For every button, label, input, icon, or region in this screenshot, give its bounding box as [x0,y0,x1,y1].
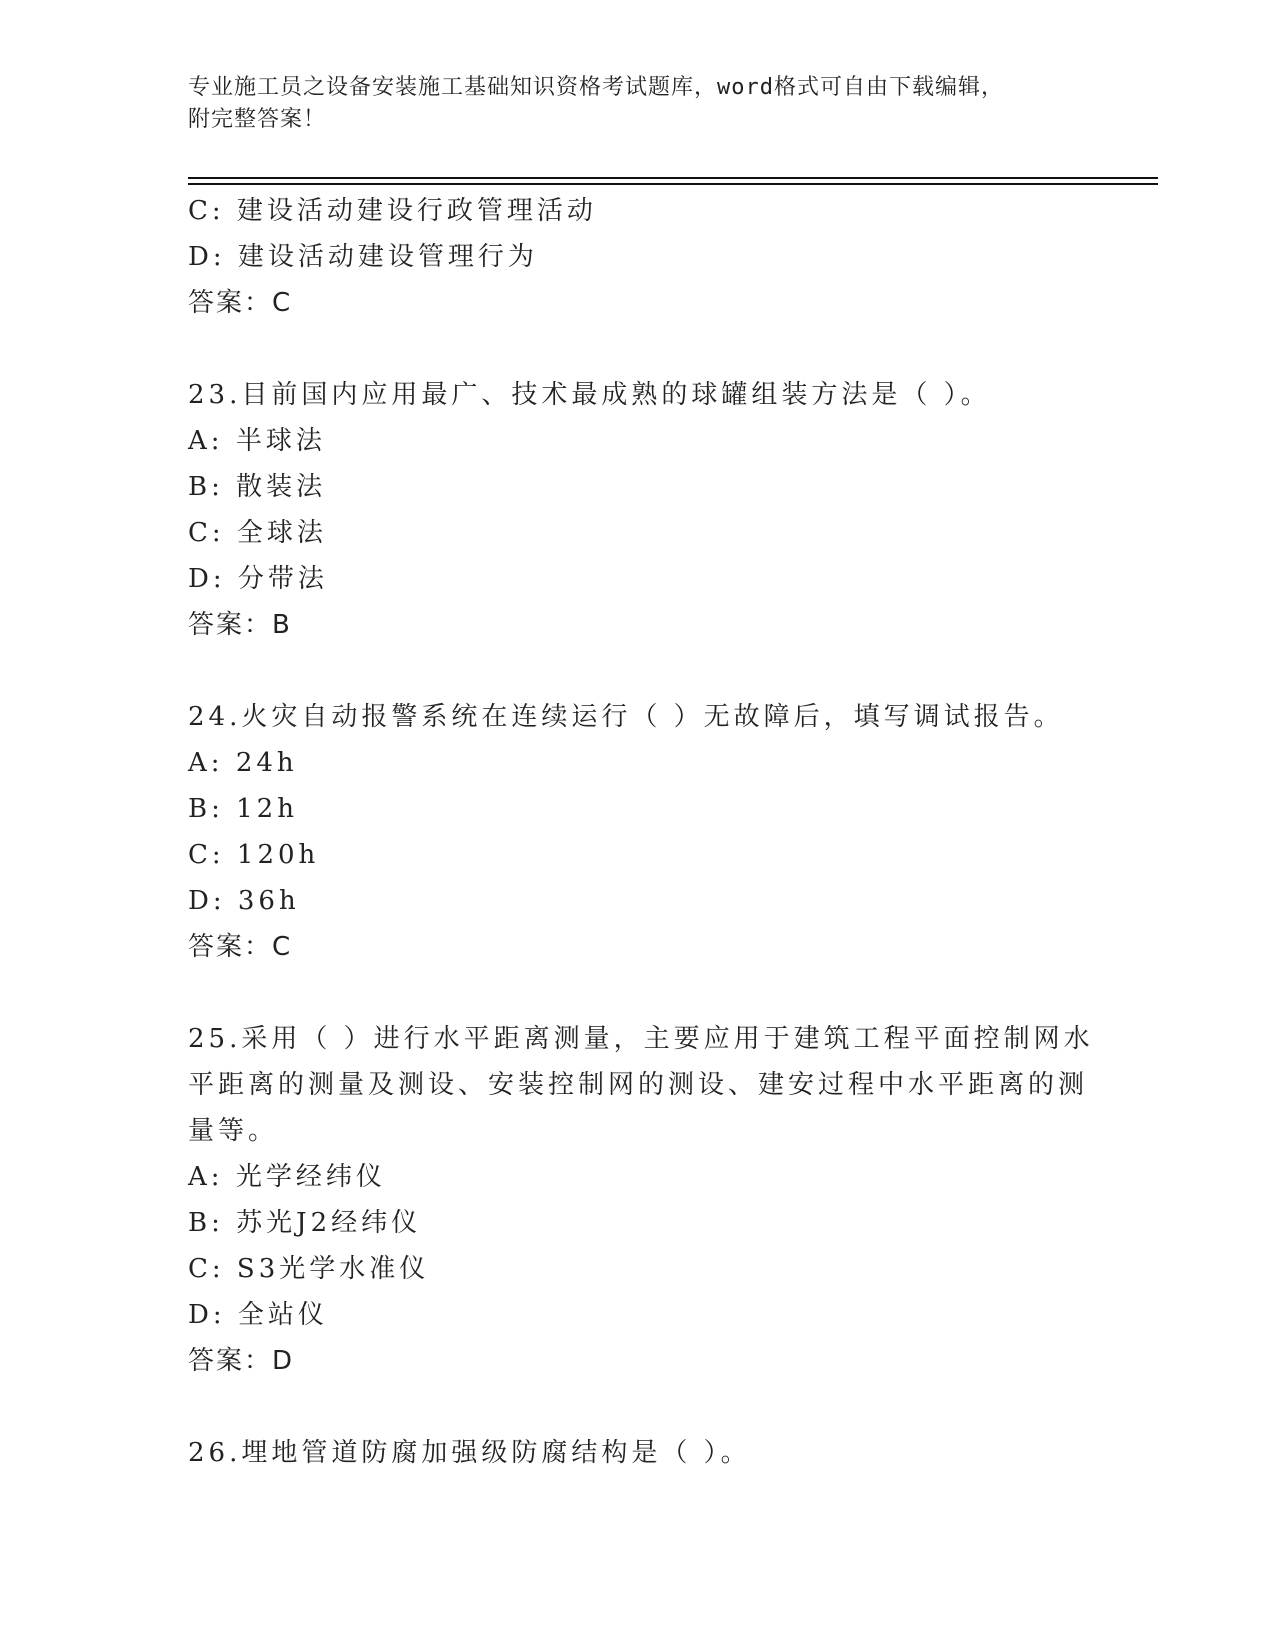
option-letter: B: [188,1208,224,1238]
header-line-2: 附完整答案！ [188,107,327,132]
option-text: 光学经纬仪 [235,1162,386,1192]
option-c [188,510,1068,556]
answer-line: 答案：C [188,932,293,962]
question-stem: 24.火灾自动报警系统在连续运行（ ）无故障后，填写调试报告。 [188,702,1064,732]
option-text: 分带法 [237,564,328,594]
option-d [188,234,1068,280]
option-text: 半球法 [235,426,326,456]
option-text: 12h [236,794,298,824]
option-text: 苏光J2经纬仪 [236,1208,422,1238]
spacer [188,1384,1068,1430]
header-rule-bottom [188,183,1158,185]
document-header [188,72,1068,136]
answer-line: 答案：D [188,1346,295,1376]
question-stem-line-3: 量等。 [188,1116,279,1146]
option-d [188,556,1068,602]
option-c [188,188,1068,234]
header-line-1: 专业施工员之设备安装施工基础知识资格考试题库，word格式可自由下载编辑， [188,75,1004,100]
option-b [188,786,1068,832]
option-letter: D: [188,886,226,916]
header-rule-top [188,177,1158,179]
option-text: 建设活动建设管理行为 [237,242,538,272]
option-letter: B: [188,794,224,824]
option-d [188,878,1068,924]
option-text: 全站仪 [237,1300,328,1330]
option-letter: A: [188,426,224,456]
spacer [188,326,1068,372]
option-a [188,1154,1068,1200]
option-a [188,418,1068,464]
question-stem-line-1: 25.采用（ ）进行水平距离测量，主要应用于建筑工程平面控制网水 [188,1024,1094,1054]
question-stem: 23.目前国内应用最广、技术最成熟的球罐组装方法是（ ）。 [188,380,991,410]
option-d [188,1292,1068,1338]
question-stem-line-2: 平距离的测量及测设、安装控制网的测设、建安过程中水平距离的测 [188,1070,1089,1100]
option-letter: A: [188,1162,224,1192]
option-text: 36h [237,886,300,916]
option-a [188,740,1068,786]
option-c [188,1246,1068,1292]
option-b [188,464,1068,510]
option-b [188,1200,1068,1246]
option-text: 散装法 [236,472,327,502]
answer-line: 答案：C [188,288,293,318]
option-letter: D: [188,242,226,272]
option-text: 建设活动建设行政管理活动 [236,196,597,226]
spacer [188,648,1068,694]
question-stem: 26.埋地管道防腐加强级防腐结构是（ ）。 [188,1438,751,1468]
option-letter: A: [188,748,224,778]
option-text: 全球法 [236,518,327,548]
option-letter: B: [188,472,224,502]
option-text: 24h [235,748,298,778]
option-letter: C: [188,518,225,548]
option-letter: C: [188,1254,225,1284]
option-letter: C: [188,840,225,870]
answer-line: 答案：B [188,610,292,640]
option-letter: D: [188,564,226,594]
option-c [188,832,1068,878]
option-letter: D: [188,1300,226,1330]
spacer [188,970,1068,1016]
question-list [188,188,1094,1476]
option-letter: C: [188,196,225,226]
option-text: S3光学水准仪 [236,1254,430,1284]
option-text: 120h [236,840,320,870]
